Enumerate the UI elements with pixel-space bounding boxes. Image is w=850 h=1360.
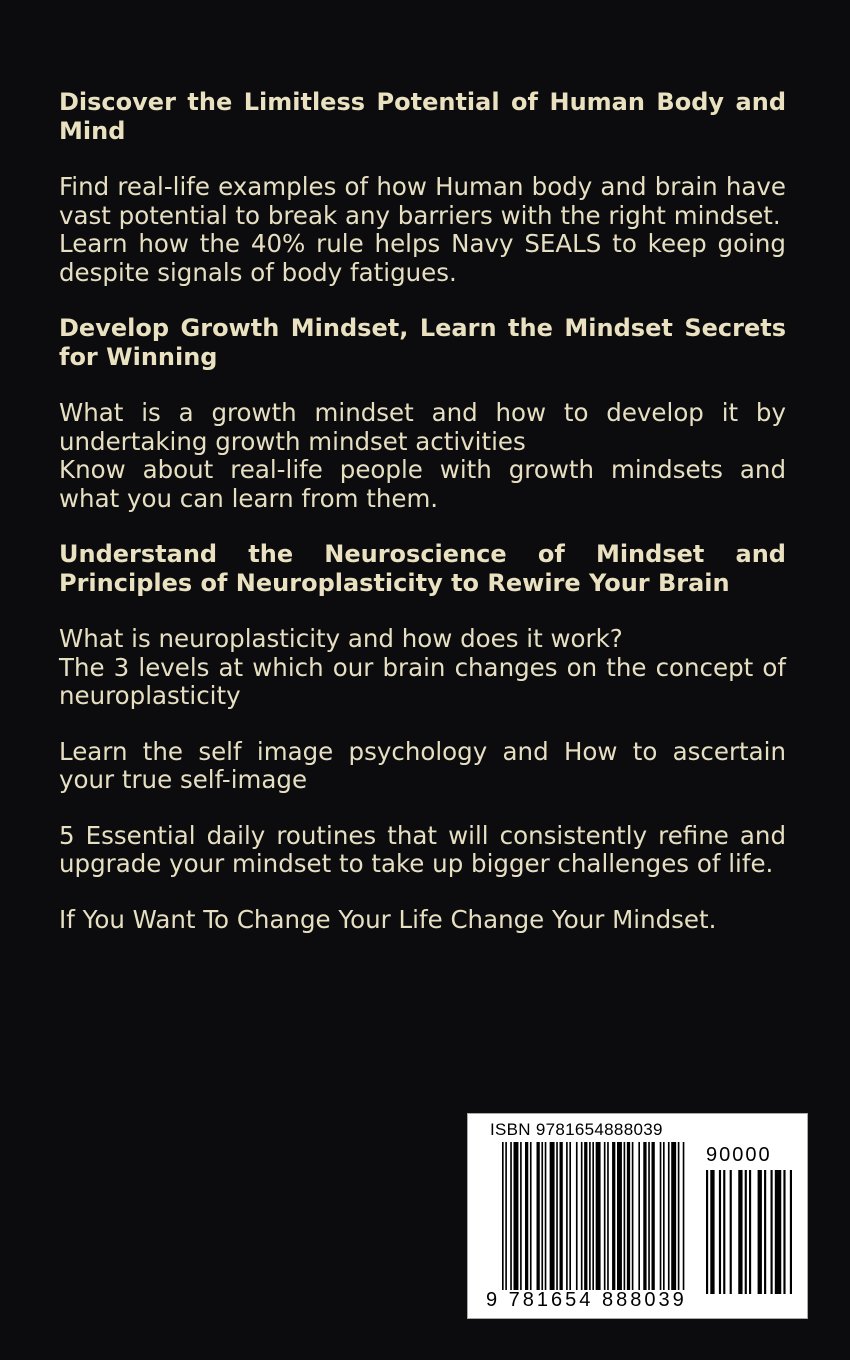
section-heading-neuroscience-line-2: Principles of Neuroplasticity to Rewire Your Brain (59, 569, 730, 597)
barcode-bar (648, 1142, 650, 1290)
barcode-addon-bars (706, 1170, 792, 1294)
barcode-bar (576, 1142, 578, 1290)
barcode-bar (663, 1142, 665, 1290)
back-cover-text (59, 88, 786, 934)
section-heading-growth-mindset: Develop Growth Mindset, Learn the Mindset Secrets for Winning (59, 314, 786, 371)
paragraph-what-is-neuroplasticity: What is neuroplasticity and how does it work? (59, 624, 623, 653)
barcode-bar (592, 1142, 594, 1290)
barcode-bar (541, 1142, 543, 1290)
barcode-main-bars (502, 1142, 686, 1290)
barcode-bar (783, 1170, 785, 1294)
paragraph-40-percent-rule: Learn how the 40% rule helps Navy SEALS to keep going despite signals of body fatigues. (59, 229, 786, 287)
paragraph-real-life-people: Know about real-life people with growth mindsets and what you can learn from them. (59, 455, 786, 513)
closing-statement: If You Want To Change Your Life Change Your Mindset. (59, 904, 717, 934)
barcode-bar (510, 1142, 512, 1290)
barcode-bar (723, 1170, 725, 1294)
barcode-bar (530, 1142, 532, 1290)
barcode-bar (643, 1142, 646, 1290)
paragraph-three-levels: The 3 levels at which our brain changes on the concept of neuroplasticity (59, 652, 786, 710)
barcode-bar (638, 1142, 640, 1290)
barcode-bar (550, 1142, 555, 1290)
barcode-bar (581, 1142, 583, 1290)
barcode-bar (537, 1142, 540, 1290)
barcode-bar (627, 1142, 630, 1290)
paragraph-self-image: Learn the self image psychology and How to ascertain your true self-image (59, 736, 786, 794)
barcode-bar (617, 1142, 622, 1290)
barcode-bar (683, 1142, 685, 1290)
barcode-bar (612, 1142, 615, 1290)
barcode-bar (596, 1142, 601, 1290)
barcode-bar (749, 1170, 751, 1294)
barcode-bar (671, 1142, 676, 1290)
barcode-bar (652, 1142, 655, 1290)
barcode-bar (790, 1170, 792, 1294)
isbn-barcode (467, 1113, 808, 1319)
section-heading-limitless-potential: Discover the Limitless Potential of Human Body and Mind (59, 88, 786, 145)
barcode-bar (660, 1142, 662, 1290)
price-code: 90000 (706, 1144, 772, 1166)
isbn-label: ISBN 9781654888039 (490, 1120, 663, 1139)
barcode-bar (706, 1170, 708, 1294)
barcode-bar (758, 1170, 762, 1294)
barcode-bar (632, 1142, 634, 1290)
barcode-bar (730, 1170, 732, 1294)
section-heading-neuroscience-line-1: Understand the Neuroscience of Mindset and (59, 540, 786, 568)
barcode-bar (505, 1142, 507, 1290)
barcode-bar (719, 1170, 721, 1294)
barcode-bar (624, 1142, 626, 1290)
paragraph-real-life-examples: Find real-life examples of how Human body and brain have vast potential to break any barriers with the right mindset. (59, 172, 786, 230)
barcode-bar (771, 1170, 773, 1294)
paragraph-what-is-growth-mindset: What is a growth mindset and how to develop it by undertaking growth mindset activities (59, 398, 786, 456)
barcode-bar (560, 1142, 563, 1290)
barcode-bar (589, 1142, 591, 1290)
barcode-bar (520, 1142, 522, 1290)
barcode-bar (584, 1142, 587, 1290)
isbn-digits: 9 781654 888039 (486, 1289, 687, 1311)
paragraph-daily-routines: 5 Essential daily routines that will consistently refine and upgrade your mindset to take up bigger challenges of life. (59, 820, 786, 878)
barcode-bar (502, 1142, 504, 1290)
barcode-bar (607, 1142, 609, 1290)
barcode-bar (668, 1142, 670, 1290)
barcode-bar (678, 1142, 680, 1290)
barcode-bar (556, 1142, 558, 1290)
barcode-bar (545, 1142, 547, 1290)
barcode-bar (775, 1170, 781, 1294)
barcode-bar (738, 1170, 742, 1294)
barcode-bar (764, 1170, 766, 1294)
barcode-bar (745, 1170, 747, 1294)
barcode-bar (569, 1142, 571, 1290)
barcode-bar (566, 1142, 568, 1290)
barcode-bar (710, 1170, 714, 1294)
barcode-bar (604, 1142, 606, 1290)
barcode-bar (514, 1142, 519, 1290)
barcode-bar (525, 1142, 528, 1290)
